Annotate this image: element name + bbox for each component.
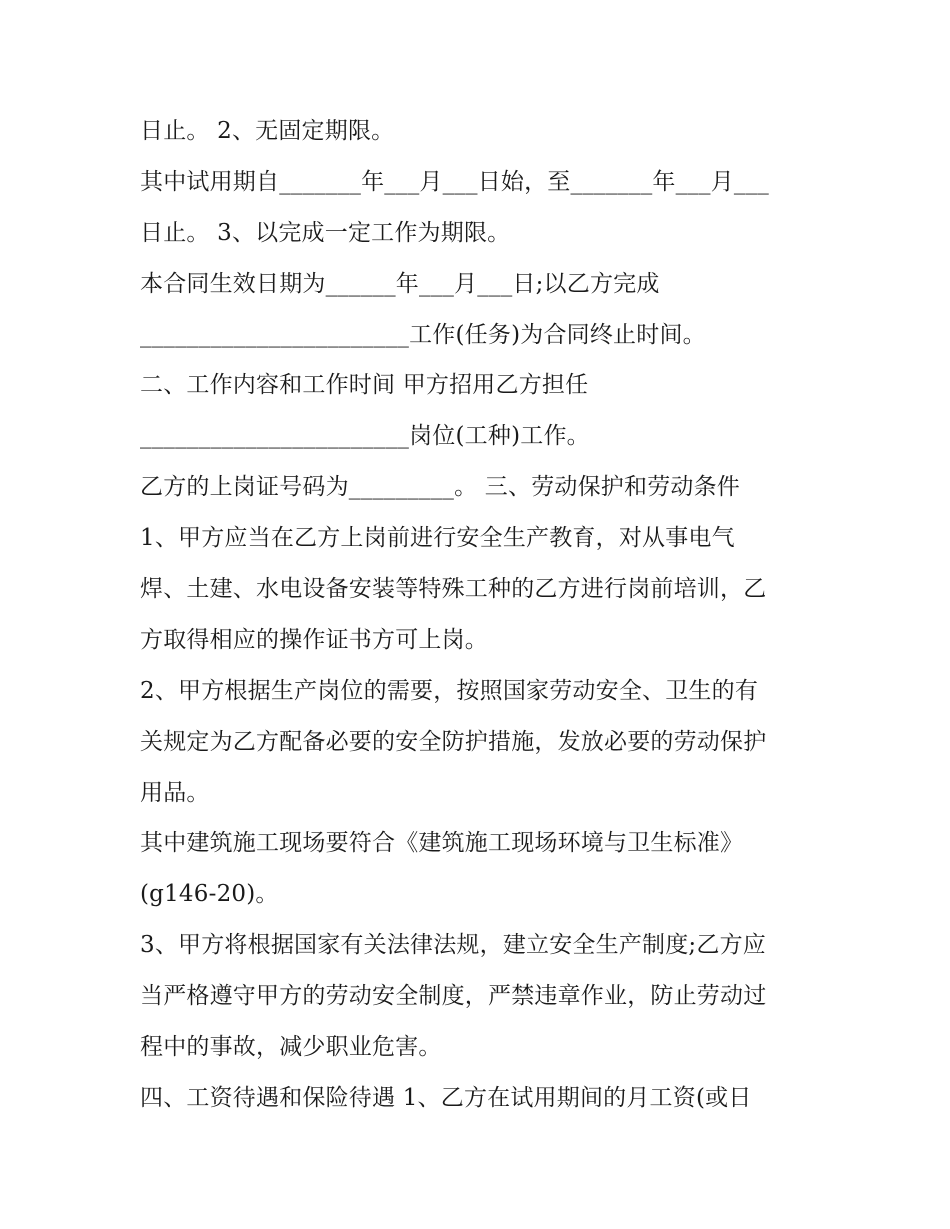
- text-line: 当严格遵守甲方的劳动安全制度，严禁违章作业，防止劳动过: [140, 983, 767, 1010]
- text-line: _______________________工作(任务)为合同终止时间。: [140, 321, 706, 348]
- text-line: 日止。 2、无固定期限。: [140, 118, 395, 144]
- section-heading-line: 二、工作内容和工作时间 甲方招用乙方担任: [140, 372, 589, 399]
- text-line: 焊、土建、水电设备安装等特殊工种的乙方进行岗前培训，乙: [140, 576, 767, 603]
- text-line: (g146-20)。: [140, 881, 279, 908]
- text-line: 其中试用期自_______年___月___日始，至_______年___月___: [140, 168, 769, 195]
- document-body: [140, 106, 820, 1124]
- text-line: 用品。: [140, 779, 210, 806]
- text-line: 乙方的上岗证号码为_________。 三、劳动保护和劳动条件: [140, 474, 741, 501]
- section-heading-line: 四、工资待遇和保险待遇 1、乙方在试用期间的月工资(或日: [140, 1084, 752, 1111]
- text-line: 3、甲方将根据国家有关法律法规，建立安全生产制度;乙方应: [140, 932, 766, 959]
- text-line: 日止。 3、以完成一定工作为期限。: [140, 219, 511, 246]
- text-line: _______________________岗位(工种)工作。: [140, 423, 590, 450]
- text-line: 方取得相应的操作证书方可上岗。: [140, 626, 488, 653]
- text-line: 关规定为乙方配备必要的安全防护措施，发放必要的劳动保护: [140, 728, 767, 755]
- text-line: 其中建筑施工现场要符合《建筑施工现场环境与卫生标准》: [140, 830, 744, 857]
- text-line: 1、甲方应当在乙方上岗前进行安全生产教育，对从事电气: [140, 525, 735, 552]
- text-line: 2、甲方根据生产岗位的需要，按照国家劳动安全、卫生的有: [140, 677, 759, 704]
- text-line: 本合同生效日期为______年___月___日;以乙方完成: [140, 270, 660, 297]
- text-line: 程中的事故，减少职业危害。: [140, 1034, 442, 1061]
